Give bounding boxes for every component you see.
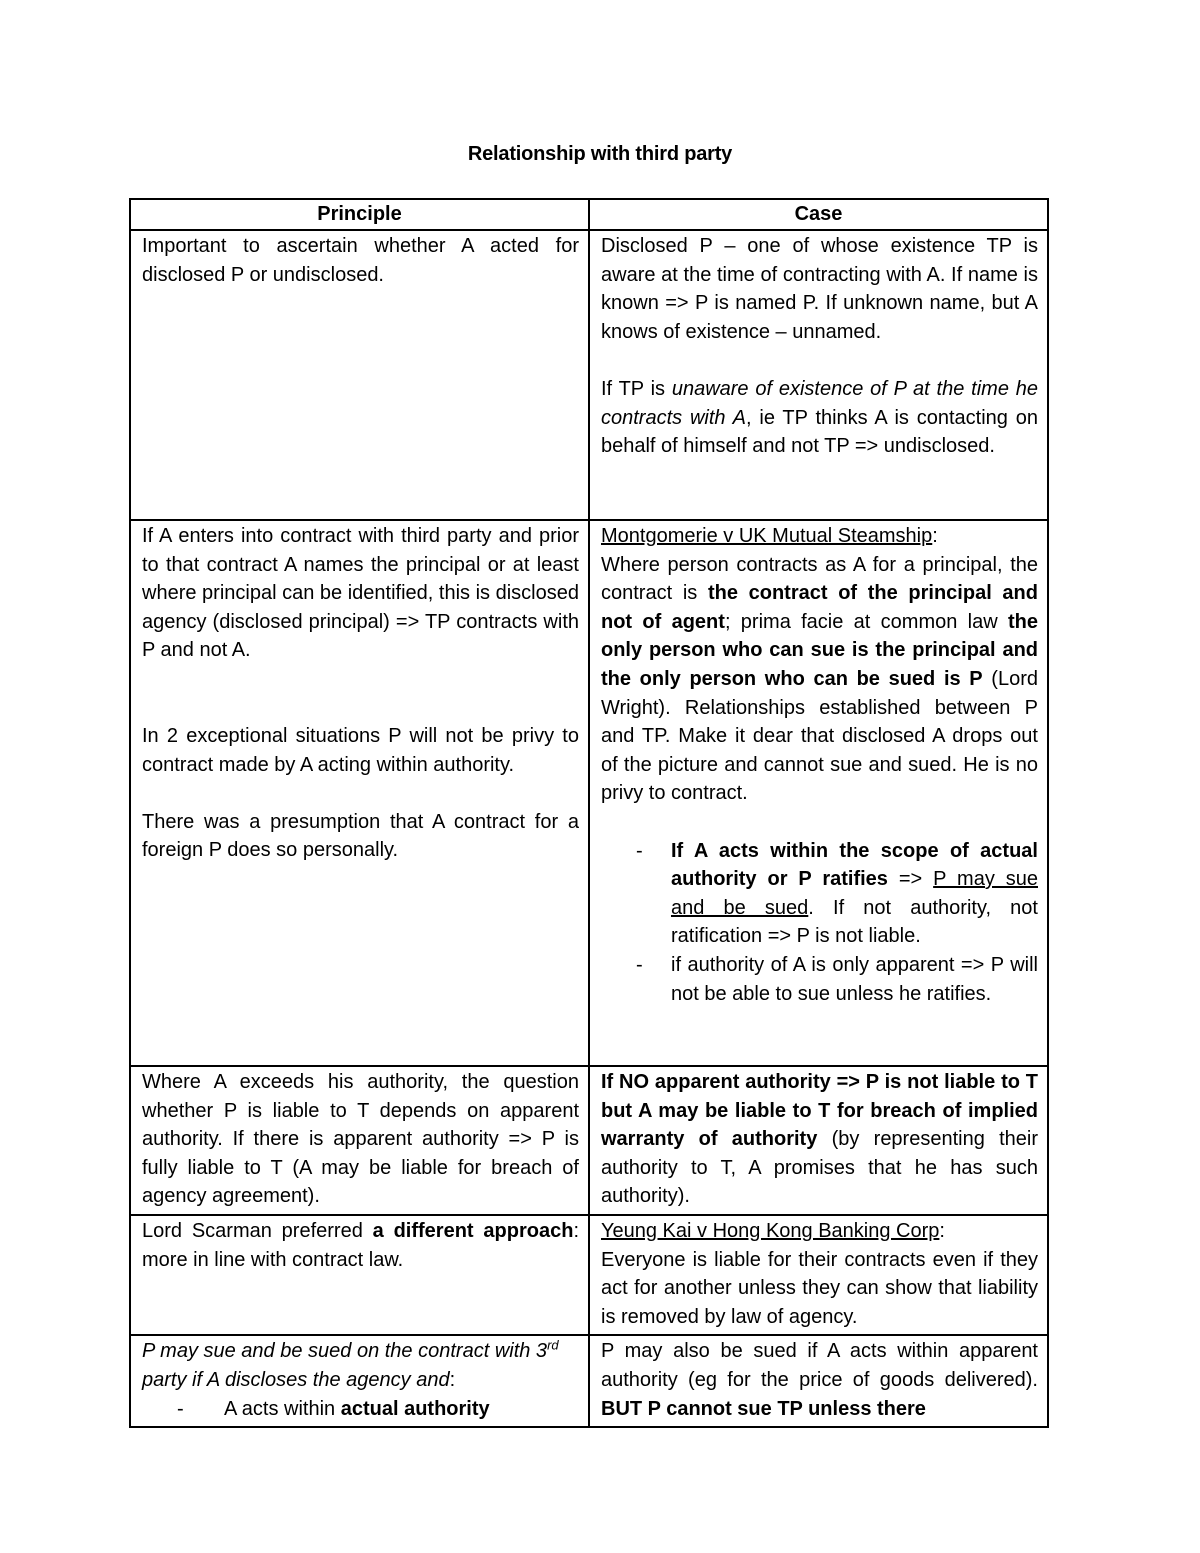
text-run: (Lord Wright). Relationships established between P and TP. Make it dear that disclosed A drops out of the picture and cannot sue and sued. He is no privy to contract. (601, 667, 1038, 805)
underlined-run: P may sue and be sued (671, 868, 1038, 919)
principle-text (142, 1337, 579, 1394)
list-item (142, 1395, 579, 1424)
case-heading (601, 1217, 1038, 1246)
case-cell (589, 1335, 1048, 1427)
table-row (130, 1335, 1048, 1427)
text-run: A acts within (224, 1397, 341, 1420)
text-run: Lord Scarman preferred (142, 1219, 373, 1242)
text-run: P may also be sued if A acts within apparent authority (eg for the price of goods delivered). (601, 1340, 1038, 1391)
principle-text: There was a presumption that A contract for a foreign P does so personally. (142, 810, 579, 862)
case-text (601, 551, 1038, 808)
case-text (601, 375, 1038, 461)
bold-run: a different approach (372, 1219, 574, 1242)
case-cell (589, 1215, 1048, 1335)
bold-run: If A acts within the scope of actual authority or P ratifies (671, 839, 1038, 891)
text-run: : (939, 1219, 945, 1242)
principle-cell (130, 520, 589, 1066)
text-run: : more in line with contract law. (142, 1219, 579, 1271)
case-name: Montgomerie v UK Mutual Steamship (601, 525, 933, 547)
table-row (130, 1215, 1048, 1335)
italic-run: P may sue and be sued on the contract with 3 (142, 1340, 548, 1363)
principle-cell (130, 1066, 589, 1215)
principle-text: Where A exceeds his authority, the question whether P is liable to T depends on apparent authority. If there is apparent authority => P is fully liable to T (A may be liable for breach of agency agreement). (142, 1071, 579, 1208)
bold-run: the contract of the principal and not of agent (601, 582, 1038, 633)
principle-text: In 2 exceptional situations P will not be privy to contract made by A acting within authority. (142, 724, 579, 776)
principle-cell (130, 230, 589, 520)
list-item: - if authority of A is only apparent => P will not be able to sue unless he ratifies. (601, 951, 1038, 1008)
principle-case-table (129, 198, 1049, 1428)
header-case: Case (589, 199, 1048, 230)
table-row (130, 230, 1048, 520)
text-run: (by representing their authority to T, A promises that he has such authority). (601, 1128, 1039, 1208)
principle-bullet-list (142, 1395, 579, 1424)
principle-text: Important to ascertain whether A acted for disclosed P or undisclosed. (142, 235, 579, 286)
text-run: , ie TP thinks A is contacting on behalf of himself and not TP => undisclosed. (601, 406, 1039, 458)
text-run: . If not authority, not ratification => P is not liable. (671, 896, 1038, 948)
table-row (130, 1066, 1048, 1215)
principle-cell (130, 1215, 589, 1335)
bold-run: BUT P cannot sue TP unless there (601, 1397, 926, 1420)
case-heading (601, 522, 1038, 551)
text-run: If TP is (601, 377, 672, 400)
case-text: Disclosed P – one of whose existence TP is aware at the time of contracting with A. If name is known => P is named P. If unknown name, but A knows of existence – unnamed. (601, 235, 1038, 343)
case-cell (589, 230, 1048, 520)
text-run: : (449, 1368, 456, 1391)
principle-text (142, 1217, 579, 1274)
page-title: Relationship with third party (467, 143, 733, 165)
case-name: Yeung Kai v Hong Kong Banking Corp (601, 1219, 940, 1242)
list-item (601, 837, 1038, 951)
case-text (601, 1337, 1038, 1423)
italic-run: party if A discloses the agency and (142, 1368, 450, 1391)
text-run: : (932, 525, 938, 547)
italic-run: unaware of existence of P at the time he contracts with A (601, 377, 1038, 429)
case-text (601, 1068, 1038, 1211)
text-run: ; prima facie at common law (724, 610, 1008, 633)
table-header-row (130, 199, 1048, 230)
principle-cell (130, 1335, 589, 1427)
principle-text: If A enters into contract with third party and prior to that contract A names the principal or at least where principal can be identified, this is disclosed agency (disclosed principal) => TP contracts with P and not A. (142, 525, 579, 662)
text-run: Where person contracts as A for a principal, the contract is (601, 553, 1038, 605)
case-bullet-list (601, 837, 1038, 1009)
bold-run: actual authority (340, 1397, 490, 1420)
table-row (130, 520, 1048, 1066)
bold-run: the only person who can sue is the principal and the only person who can be sued is P (601, 610, 1038, 690)
superscript: rd (547, 1337, 559, 1353)
bold-run: If NO apparent authority => P is not liable to T but A may be liable to T for breach of implied warranty of authority (601, 1071, 1038, 1151)
case-text: Everyone is liable for their contracts even if they act for another unless they can show that liability is removed by law of agency. (601, 1248, 1038, 1328)
header-principle: Principle (130, 199, 589, 230)
text-run: => (887, 868, 934, 891)
case-cell (589, 1066, 1048, 1215)
case-cell (589, 520, 1048, 1066)
